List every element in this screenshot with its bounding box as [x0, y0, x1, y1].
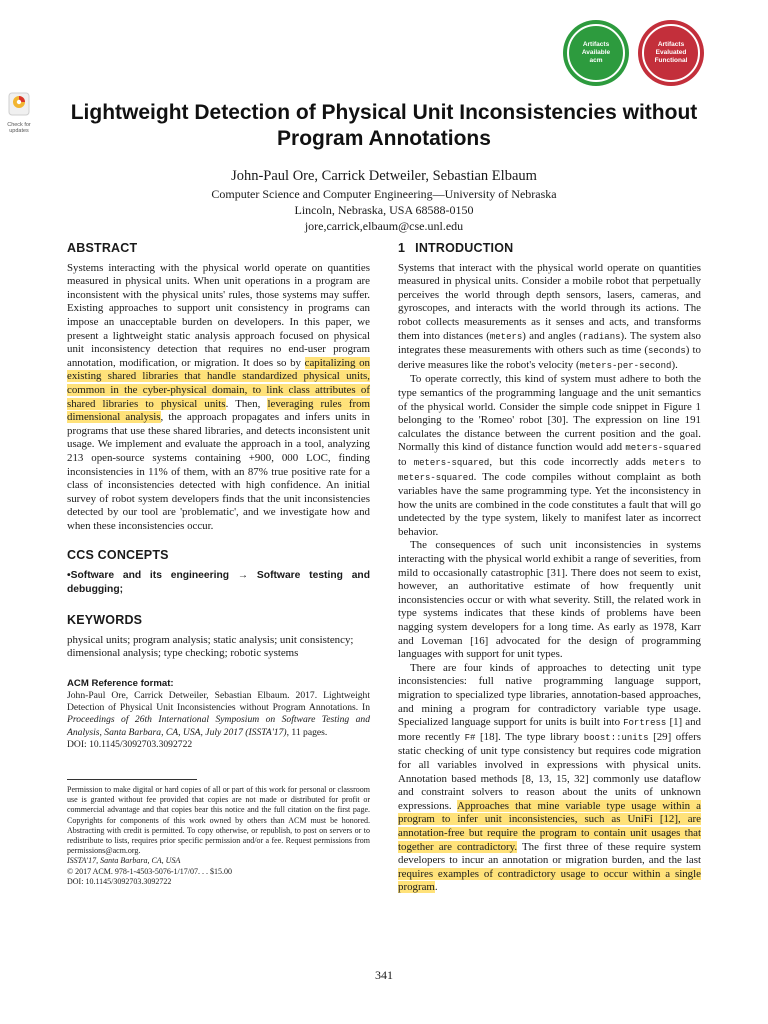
- introduction-heading: [398, 242, 701, 256]
- author-list: John-Paul Ore, Carrick Detweiler, Sebastian Elbaum: [231, 168, 537, 184]
- keywords-text: physical units; program analysis; static analysis; unit consistency; dimensional analysis; type checking; robotic systems: [67, 633, 354, 660]
- code-term: seconds: [647, 346, 686, 357]
- abstract-text-part: . Then,: [225, 397, 268, 410]
- affiliation-department: Computer Science and Computer Engineering—University of Nebraska: [211, 187, 557, 201]
- text-run: Systems that interact with the physical world operate on quantities measured in physical units. Consider a mobile robot that perpetually perceives the world through depth sensors, lasers, cameras, and gyroscopes, and interacts with the world through its actions. The robot collects measurements as it senses and acts, and transforms them into distances (: [398, 261, 701, 342]
- ccs-heading: CCS CONCEPTS: [67, 548, 169, 563]
- section-number: 1: [398, 241, 406, 255]
- text-run: ).: [671, 358, 678, 371]
- artifacts-available-label: Artifacts Available: [581, 41, 611, 56]
- intro-paragraph-4: [398, 662, 701, 895]
- section-title: INTRODUCTION: [415, 241, 514, 255]
- paper-title: Lightweight Detection of Physical Unit Inconsistencies without Program Annotations: [70, 101, 698, 150]
- intro-paragraph-3: The consequences of such unit inconsistencies in systems interacting with the physical world exhibit a range of severities, from mild to occasionally catastrophic [31]. There does not seem to exist, however, an authoritative estimate of how frequently unit inconsistencies occur or with what severity. Still, the related work in type systems indicates that these kinds of problems have been nagging system developers for a long time. As early as 1978, Karr and Loveman [16] advocated for the design of programming languages with support for unit types.: [398, 539, 701, 661]
- abstract-highlight: leveraging rules from dimensional analysis: [67, 397, 371, 424]
- text-run: [18]. The type library: [475, 730, 584, 743]
- acm-reference-label: ACM Reference format:: [67, 677, 174, 689]
- artifacts-evaluated-badge: [638, 20, 704, 86]
- functional-label: Functional: [654, 57, 688, 64]
- text-run: to: [685, 455, 701, 468]
- keywords-heading: KEYWORDS: [67, 613, 143, 628]
- permission-venue: ISSTA'17, Santa Barbara, CA, USA: [67, 856, 181, 866]
- artifacts-evaluated-label: Artifacts Evaluated: [655, 41, 687, 56]
- reference-text: John-Paul Ore, Carrick Detweiler, Sebastian Elbaum. 2017. Lightweight Detection of Physical Unit Inconsistencies without Program Annotations. In: [67, 690, 370, 714]
- code-term: meters-squared: [625, 443, 701, 454]
- code-term: meters-squared: [398, 472, 474, 483]
- text-run: [29] offers static checking of unit type consistency but requires code migration for all variables involved in expressions with physical units. Annotation based methods [8, 13, 15, 32] commonly use dataflow and constraint solvers to reason about the units of unknown expressions.: [398, 730, 701, 812]
- acm-reference: [67, 678, 370, 751]
- text-run: ) to derive measures like the robot's velocity (: [398, 344, 701, 371]
- abstract-highlight: capitalizing on existing shared libraries that handle standardized physical units, common in the cyber-physical domain, to link class attributes of shared libraries to physical units: [67, 356, 370, 410]
- ccs-concept-item: •Software and its engineering → Software testing and debugging;: [67, 570, 370, 595]
- code-term: F#: [464, 732, 476, 743]
- code-term: meters-per-second: [579, 360, 672, 371]
- abstract-text-part: Systems interacting with the physical world operate on quantities measured in physical units. When unit operations in a program are inconsistent with the physical units' rules, those systems may suffer. Existing approaches to support unit consistency in programs can impose an unacceptable burden on developers. In this paper, we present a lightweight static analysis approach focused on physical unit inconsistency detection that requires no end-user program annotation, modification, or migration. It does so by: [67, 261, 370, 369]
- text-run: , but this code incorrectly adds: [489, 455, 653, 468]
- text-run: . The code compiles without complaint as both variables have the same programming type. Yet the inconsistency in how the units are combined in the code constitutes a fault that will go undetected by the type system, likely to manifest later as incorrect behavior.: [398, 470, 701, 538]
- text-run: [1] and more recently: [398, 716, 701, 743]
- check-for-updates-label: Check for updates: [7, 122, 31, 134]
- text-run: To operate correctly, this kind of system must adhere to both the type semantics of the programming language and the unit semantics of the physical world. Consider the simple code snippet in Figure 1 belonging to the 'Romeo' robot [30]. The expression on line 191 calculates the distance between the current position and the goal. Normally this kind of distance function would add: [398, 373, 701, 454]
- intro-paragraph-1: [398, 262, 701, 374]
- permission-doi: DOI: 10.1145/3092703.3092722: [67, 876, 172, 886]
- permission-block: [67, 779, 370, 887]
- affiliation-emails: jore,carrick,elbaum@cse.unl.edu: [304, 219, 464, 233]
- intro-highlight: Approaches that mine variable type usage within a program to infer unit inconsistencies, such as UniFi [12], are annotation-free but require the program to contain unit usages that together are contradictory.: [398, 799, 701, 853]
- acm-logo-text: acm: [589, 57, 603, 64]
- check-for-updates-icon: [8, 92, 30, 116]
- code-term: meters-squared: [413, 457, 490, 468]
- reference-doi: DOI: 10.1145/3092703.3092722: [67, 738, 193, 750]
- reference-text: , 11 pages.: [286, 726, 328, 738]
- permission-copyright: © 2017 ACM. 978-1-4503-5076-1/17/07. . . $15.00: [67, 866, 232, 876]
- code-term: meters: [489, 331, 523, 342]
- abstract-text-part: , the approach propagates and infers units in programs that use these shared libraries, and detects inconsistent unit usage. We implement and evaluate the approach in a tool, analyzing 213 open-source systems containing +900, 000 LOC, finding inconsistencies in 11% of them, with an 87% true positive rate for a class of inconsistencies detected with high confidence. An initial survey of robot system developers finds that the unit inconsistencies detected by our tool are 'problematic', and we investigate how and when these inconsistencies occur.: [67, 411, 370, 532]
- abstract-text: [67, 262, 370, 534]
- page-number: 341: [375, 968, 393, 982]
- text-run: ). The system also integrates these measurements with others such as time (: [398, 329, 701, 357]
- permission-text: Permission to make digital or hard copies of all or part of this work for personal or classroom use is granted without fee provided that copies are not made or distributed for profit or commercial advantage and that copies bear this notice and the full citation on the first page. Copyrights for components of this work owned by others than ACM must be honored. Abstracting with credit is permitted. To copy otherwise, or republish, to post on servers or to redistribute to lists, requires prior specific permission and/or a fee. Request permissions from permissions@acm.org.: [67, 785, 370, 856]
- reference-venue: Proceedings of 26th International Symposium on Software Testing and Analysis, Santa Barbara, CA, USA, July 2017 (ISSTA'17): [67, 714, 370, 738]
- intro-paragraph-2: [398, 373, 701, 539]
- text-run: There are four kinds of approaches to detecting unit type inconsistencies: full native programming language support, migration to specialized type libraries, annotation-based approaches, and mining a program for contradictory variable type usage. Specialized language support for units is built into: [398, 661, 701, 729]
- affiliation-location: Lincoln, Nebraska, USA 68588-0150: [294, 203, 474, 217]
- text-run: The first three of these require system developers to incur an annotation or migration burden, and the last: [398, 840, 702, 867]
- abstract-heading: ABSTRACT: [67, 241, 138, 255]
- right-column: [398, 242, 701, 895]
- text-run: .: [434, 881, 438, 894]
- text-run: to: [398, 455, 414, 468]
- code-term: Fortress: [623, 718, 667, 729]
- left-column: [67, 242, 370, 887]
- intro-highlight: requires examples of contradictory usage to occur within a single program: [398, 867, 701, 894]
- code-term: radians: [582, 331, 621, 342]
- text-run: ) and angles (: [522, 329, 583, 342]
- artifacts-available-badge: [563, 20, 629, 86]
- code-term: boost::units: [583, 732, 649, 743]
- check-for-updates-badge[interactable]: [6, 92, 32, 134]
- code-term: meters: [652, 457, 686, 468]
